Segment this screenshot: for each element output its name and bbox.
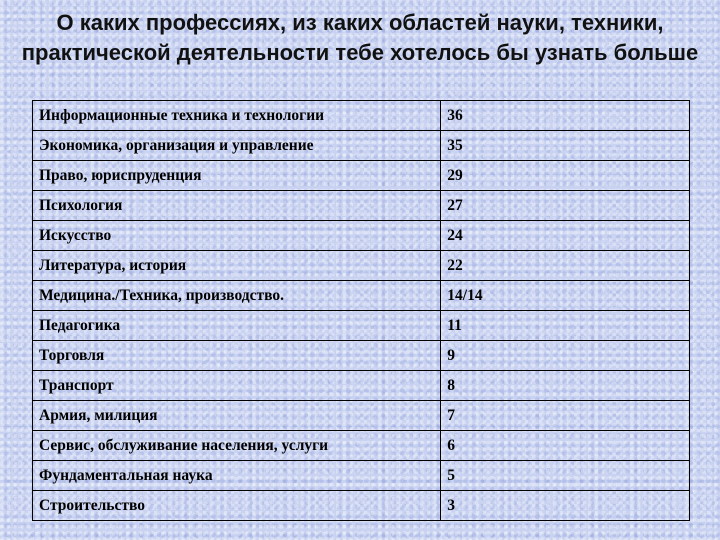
count-cell: 29 [441,161,690,191]
count-cell: 3 [441,491,690,521]
table-row [33,161,690,191]
count-cell: 35 [441,131,690,161]
table-row [33,431,690,461]
count-cell: 8 [441,371,690,401]
table-row [33,101,690,131]
table-row [33,281,690,311]
count-cell: 9 [441,341,690,371]
area-cell: Торговля [33,341,441,371]
area-cell: Литература, история [33,251,441,281]
table-row [33,401,690,431]
area-cell: Право, юриспруденция [33,161,441,191]
table-row [33,131,690,161]
interest-table [32,100,690,521]
slide-title: О каких профессиях, из каких областей науки, техники, практической деятельности тебе хотелось бы узнать больше [21,10,699,65]
table-row [33,221,690,251]
area-cell: Сервис, обслуживание населения, услуги [33,431,441,461]
count-cell: 7 [441,401,690,431]
count-cell: 27 [441,191,690,221]
count-cell: 22 [441,251,690,281]
area-cell: Медицина./Техника, производство. [33,281,441,311]
count-cell: 24 [441,221,690,251]
table-row [33,251,690,281]
area-cell: Педагогика [33,311,441,341]
table-row [33,491,690,521]
count-cell: 5 [441,461,690,491]
area-cell: Армия, милиция [33,401,441,431]
table-row [33,371,690,401]
table-row [33,461,690,491]
table-row [33,341,690,371]
area-cell: Фундаментальная наука [33,461,441,491]
count-cell: 36 [441,101,690,131]
area-cell: Транспорт [33,371,441,401]
area-cell: Строительство [33,491,441,521]
count-cell: 14/14 [441,281,690,311]
area-cell: Информационные техника и технологии [33,101,441,131]
count-cell: 6 [441,431,690,461]
table-row [33,311,690,341]
area-cell: Психология [33,191,441,221]
table-row [33,191,690,221]
area-cell: Экономика, организация и управление [33,131,441,161]
area-cell: Искусство [33,221,441,251]
count-cell: 11 [441,311,690,341]
